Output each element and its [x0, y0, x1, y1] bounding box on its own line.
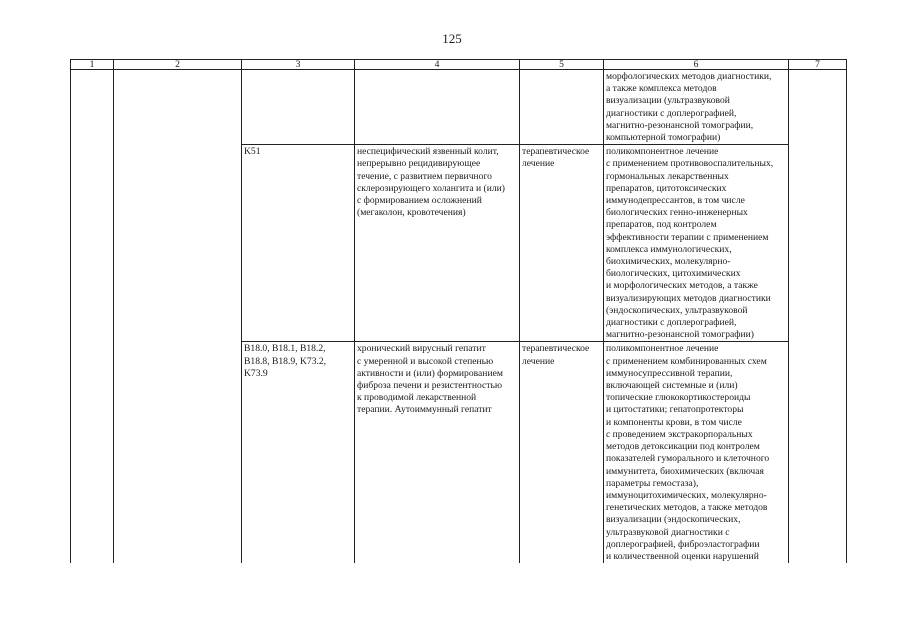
cell-text-line: генетических методов, а также методов — [606, 502, 768, 514]
cell-text-line: топические глюкокортикостероиды — [606, 392, 751, 404]
cell-text-line: визуализирующих методов диагностики — [606, 292, 771, 304]
column-header-1: 1 — [71, 60, 114, 70]
cell-text-line: иммунодепрессантов, в том числе — [606, 195, 745, 207]
cell-text-line: и компоненты крови, в том числе — [606, 416, 742, 428]
cell-text-line: морфологических методов диагностики, — [606, 71, 772, 82]
cell-text-line: эффективности терапии с применением — [606, 231, 769, 243]
page-number: 125 — [442, 31, 462, 46]
cell-cost — [789, 342, 847, 563]
cell-text-line: и морфологических методов, а также — [606, 280, 758, 292]
table-row — [71, 70, 847, 145]
cell-group-name — [114, 145, 242, 342]
cell-text-line: компьютерной томографии) — [606, 132, 721, 144]
cell-cost — [789, 70, 847, 145]
cell-text-line: иммуноцитохимических, молекулярно- — [606, 489, 767, 501]
cell-treatment-method — [604, 342, 789, 563]
cell-text-line: терапии. Аутоиммунный гепатит — [357, 404, 492, 416]
cell-patient-model — [355, 342, 520, 563]
cell-text-line: препаратов, цитотоксических — [606, 182, 727, 194]
cell-text-line: методов детоксикации под контролем — [606, 441, 760, 453]
cell-group-name — [114, 70, 242, 145]
cell-text-line: терапевтическое — [522, 146, 590, 158]
column-header-3: 3 — [242, 60, 355, 70]
cell-treatment-method — [604, 145, 789, 342]
cell-text-line: диагностики с доплерографией, — [606, 107, 737, 119]
cell-text-line: с применением комбинированных схем — [606, 355, 767, 367]
cell-text-line: визуализации (ультразвуковой — [606, 95, 730, 107]
cell-text-line: показателей гуморального и клеточного — [606, 453, 770, 465]
cell-text-line: комплекса иммунологических, — [606, 243, 732, 255]
cell-number — [71, 70, 114, 145]
cell-text-line: (эндоскопических, ультразвуковой — [606, 304, 748, 316]
cell-text-line: биологических генно-инженерных — [606, 207, 748, 219]
cell-group-name — [114, 342, 242, 563]
column-header-7: 7 — [789, 60, 847, 70]
cell-text-line: склерозирующего холангита и (или) — [357, 182, 505, 194]
medical-care-table — [70, 59, 847, 563]
cell-text-line: поликомпонентное лечение — [606, 146, 719, 158]
cell-text-line: с проведением экстракорпоральных — [606, 428, 753, 440]
column-header-5: 5 — [520, 60, 604, 70]
cell-text-line: с умеренной и высокой степенью — [357, 355, 494, 367]
cell-treatment-type — [520, 342, 604, 563]
cell-text-line: параметры гемостаза), — [606, 477, 699, 489]
cell-text-line: визуализации (эндоскопических, — [606, 514, 741, 526]
column-header-row — [71, 60, 847, 70]
cell-text-line: магнитно-резонансной томографии) — [606, 329, 754, 341]
cell-text-line: B18.0, B18.1, B18.2, — [244, 343, 326, 355]
cell-text-line: терапевтическое — [522, 343, 590, 355]
cell-text-line: включающей системные и (или) — [606, 380, 738, 392]
cell-icd-codes — [242, 342, 355, 563]
cell-text-line: и количественной оценки нарушений — [606, 550, 759, 562]
cell-text-line: иммуносупрессивной терапии, — [606, 367, 733, 379]
cell-number — [71, 342, 114, 563]
cell-text-line: гормональных лекарственных — [606, 170, 729, 182]
cell-text-line: биологических, цитохимических — [606, 268, 741, 280]
cell-treatment-type — [520, 145, 604, 342]
cell-text-line: с формированием осложнений — [357, 195, 482, 207]
cell-text-line: хронический вирусный гепатит — [357, 343, 486, 355]
cell-text-line: доплерографией, фиброэластографии — [606, 538, 760, 550]
cell-text-line: активности и (или) формированием — [357, 367, 503, 379]
cell-text-line: лечение — [522, 158, 555, 170]
column-header-6: 6 — [604, 60, 789, 70]
cell-text-line: (мегаколон, кровотечения) — [357, 207, 466, 219]
cell-text-line: течение, с развитием первичного — [357, 170, 492, 182]
cell-icd-codes — [242, 145, 355, 342]
cell-number — [71, 145, 114, 342]
cell-text-line: биохимических, молекулярно- — [606, 256, 731, 268]
column-header-4: 4 — [355, 60, 520, 70]
cell-text-line: магнитно-резонансной томографии, — [606, 119, 754, 131]
column-header-2: 2 — [114, 60, 242, 70]
cell-text-line: с применением противовоспалительных, — [606, 158, 774, 170]
cell-text-line: поликомпонентное лечение — [606, 343, 719, 355]
cell-patient-model — [355, 70, 520, 145]
cell-text-line: лечение — [522, 355, 555, 367]
cell-treatment-method — [604, 70, 789, 145]
cell-text-line: диагностики с доплерографией, — [606, 317, 737, 329]
cell-icd-codes — [242, 70, 355, 145]
cell-text-line: фиброза печени и резистентностью — [357, 380, 503, 392]
table-row — [71, 342, 847, 563]
cell-text-line: препаратов, под контролем — [606, 219, 717, 231]
cell-text-line: K51 — [244, 146, 261, 158]
cell-text-line: K73.9 — [244, 367, 268, 379]
cell-cost — [789, 145, 847, 342]
cell-treatment-type — [520, 70, 604, 145]
cell-text-line: к проводимой лекарственной — [357, 392, 477, 404]
cell-text-line: ультразвуковой диагностики с — [606, 526, 730, 538]
cell-text-line: B18.8, B18.9, K73.2, — [244, 355, 327, 367]
cell-text-line: неспецифический язвенный колит, — [357, 146, 499, 158]
cell-patient-model — [355, 145, 520, 342]
cell-text-line: а также комплекса методов — [606, 83, 717, 95]
cell-text-line: и цитостатики; гепатопротекторы — [606, 404, 744, 416]
table-row — [71, 145, 847, 342]
cell-text-line: иммунитета, биохимических (включая — [606, 465, 764, 477]
cell-text-line: непрерывно рецидивирующее — [357, 158, 481, 170]
